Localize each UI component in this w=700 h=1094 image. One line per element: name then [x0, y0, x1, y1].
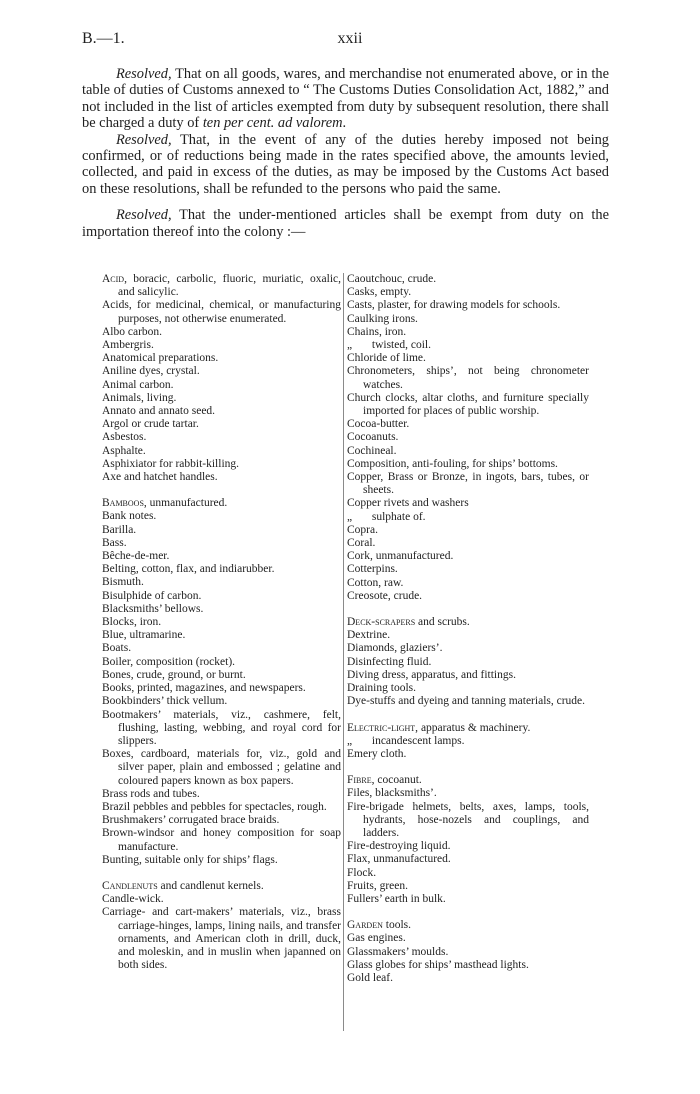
exempt-article-entry	[102, 695, 341, 708]
article-text: Fullers’ earth in bulk.	[347, 892, 446, 905]
article-text: Copper rivets and washers	[347, 497, 469, 510]
resolution-paragraph	[82, 207, 609, 240]
article-text: Cocoa-butter.	[347, 418, 410, 431]
article-text: Cochineal.	[347, 444, 397, 457]
article-text: Diving dress, apparatus, and fittings.	[347, 668, 516, 681]
article-text: Dye-stuffs and dyeing and tanning materials, crude.	[347, 695, 586, 708]
exempt-article-entry	[347, 919, 589, 932]
exempt-article-entry	[347, 550, 589, 563]
exempt-article-entry	[347, 735, 589, 748]
exempt-article-entry	[102, 656, 341, 669]
exempt-article-entry	[347, 946, 589, 959]
exempt-article-entry	[102, 299, 341, 325]
article-text: Dextrine.	[347, 629, 391, 642]
article-text: incandescent lamps.	[369, 734, 465, 747]
paragraph-text: That the under-mentioned articles shall be exempt from duty on the importation thereof into the colony :—	[82, 207, 609, 240]
article-text: Casts, plaster, for drawing models for schools.	[347, 299, 561, 312]
exempt-article-entry	[102, 616, 341, 629]
right-column	[347, 273, 589, 985]
article-text: Copra.	[347, 523, 378, 536]
article-text: Belting, cotton, flax, and indiarubber.	[102, 563, 275, 576]
exempt-article-entry	[347, 787, 589, 800]
exempt-article-entry	[347, 524, 589, 537]
exempt-article-entry	[347, 748, 589, 761]
section-heading-word: Bamboos,	[102, 497, 147, 510]
paragraph-text: That on all goods, wares, and merchandise not enumerated above, or in the table of duties of Customs annexed to “ The Customs Duties Consolidation Act, 1882,” and not included in the list of articles exempted from duty by subsequent resolution, there shall be charged a duty of	[82, 66, 609, 132]
resolution-paragraph	[82, 66, 609, 132]
article-text: Flock.	[347, 866, 377, 879]
article-text: Cocoanuts.	[347, 431, 399, 444]
article-text: Blacksmiths’ bellows.	[102, 602, 204, 615]
exempt-article-entry	[347, 642, 589, 655]
article-text: Asbestos.	[102, 431, 147, 444]
article-text: Annato and annato seed.	[102, 405, 216, 418]
exempt-article-entry	[347, 656, 589, 669]
article-text: Bisulphide of carbon.	[102, 589, 202, 602]
exempt-article-entry	[102, 471, 341, 484]
resolutions-text	[82, 66, 609, 240]
exempt-article-entry	[102, 365, 341, 378]
article-text: Emery cloth.	[347, 747, 407, 760]
article-text: Flax, unmanufactured.	[347, 853, 451, 866]
article-text: Bootmakers’ materials, viz., cashmere, felt, flushing, lasting, webbing, and royal cord for slippers.	[102, 708, 341, 747]
exempt-article-entry	[347, 695, 589, 708]
article-text: Barilla.	[102, 523, 137, 536]
exempt-article-entry	[347, 286, 589, 299]
exempt-article-entry	[102, 497, 341, 510]
exempt-article-entry	[102, 392, 341, 405]
exempt-article-entry	[347, 577, 589, 590]
article-text: cocoanut.	[374, 774, 422, 787]
article-text: Books, printed, magazines, and newspapers.	[102, 682, 306, 695]
exempt-article-entry	[102, 590, 341, 603]
exempt-article-entry	[102, 906, 341, 972]
section-heading-word: Garden	[347, 919, 383, 932]
exempt-article-entry	[102, 603, 341, 616]
exempt-article-entry	[347, 880, 589, 893]
exempt-article-entry	[102, 629, 341, 642]
exempt-article-entry	[102, 642, 341, 655]
exempt-article-entry	[102, 379, 341, 392]
article-text: Disinfecting fluid.	[347, 655, 432, 668]
article-text: unmanufactured.	[146, 497, 228, 510]
article-text: Fruits, green.	[347, 879, 409, 892]
article-text: Creosote, crude.	[347, 589, 423, 602]
article-text: and scrubs.	[415, 616, 470, 629]
article-text: Aniline dyes, crystal.	[102, 365, 200, 378]
exempt-article-entry	[347, 853, 589, 866]
document-code: B.—1.	[82, 30, 125, 47]
column-divider	[343, 273, 344, 1031]
exempt-article-entry	[102, 563, 341, 576]
article-text: Bank notes.	[102, 510, 157, 523]
section-heading-word: Fibre,	[347, 774, 375, 787]
ad-valorem-rate: ten per cent. ad valorem	[202, 115, 343, 132]
article-text: Axe and hatchet handles.	[102, 471, 218, 484]
exempt-article-entry	[102, 326, 341, 339]
article-text: Diamonds, glaziers’.	[347, 642, 443, 655]
article-text: Blocks, iron.	[102, 616, 162, 629]
article-text: Animals, living.	[102, 391, 177, 404]
article-text: Copper, Brass or Bronze, in ingots, bars, tubes, or sheets.	[347, 471, 589, 497]
resolution-paragraph	[82, 132, 609, 198]
article-text: Ambergris.	[102, 339, 154, 352]
article-text: Fire-brigade helmets, belts, axes, lamps, tools, hydrants, hose-nozels and couplings, and ladders.	[347, 800, 589, 839]
section-heading-word: Candlenuts	[102, 879, 158, 892]
exempt-article-entry	[347, 590, 589, 603]
resolved-lead: Resolved,	[116, 131, 172, 148]
article-text: Boats.	[102, 642, 132, 655]
article-text: Gold leaf.	[347, 971, 393, 984]
article-text: Brass rods and tubes.	[102, 787, 200, 800]
exempt-article-entry	[347, 972, 589, 985]
article-text: Coral.	[347, 537, 376, 550]
article-text: Albo carbon.	[102, 325, 163, 338]
exempt-article-entry	[102, 854, 341, 867]
section-heading-word: Acid,	[102, 273, 127, 285]
exempt-article-entry	[347, 616, 589, 629]
article-text: Chronometers, ships’, not being chronometer watches.	[347, 365, 589, 391]
exempt-article-entry	[347, 326, 589, 339]
article-text: Gas engines.	[347, 932, 406, 945]
exempt-article-entry	[102, 458, 341, 471]
exempt-article-entry	[347, 339, 589, 352]
article-text: Caoutchouc, crude.	[347, 273, 437, 285]
exempt-article-entry	[102, 576, 341, 589]
article-text: Brushmakers’ corrugated brace braids.	[102, 814, 280, 827]
exempt-article-entry	[102, 801, 341, 814]
article-text: Bunting, suitable only for ships’ flags.	[102, 853, 278, 866]
exempt-article-entry	[347, 299, 589, 312]
left-column	[102, 273, 341, 972]
exempt-article-entry	[347, 669, 589, 682]
article-text: Files, blacksmiths’.	[347, 787, 437, 800]
exempt-article-entry	[347, 801, 589, 841]
exempt-article-entry	[347, 893, 589, 906]
article-text: Glassmakers’ moulds.	[347, 945, 449, 958]
article-text: Church clocks, altar cloths, and furniture specially imported for places of public worship.	[347, 391, 589, 418]
paragraph-text: .	[342, 115, 347, 132]
article-text: Brown-windsor and honey composition for soap manufacture.	[102, 827, 341, 853]
exempt-article-entry	[347, 497, 589, 510]
article-text: Argol or crude tartar.	[102, 418, 199, 431]
exempt-article-entry	[347, 418, 589, 431]
section-heading-word: Electric-light,	[347, 721, 419, 734]
article-text: Casks, empty.	[347, 286, 412, 299]
exempt-article-entry	[102, 273, 341, 299]
article-text: Cotton, raw.	[347, 576, 404, 589]
article-text: Glass globes for ships’ masthead lights.	[347, 958, 529, 971]
article-text: sulphate of.	[369, 510, 426, 523]
exempt-article-entry	[102, 827, 341, 853]
exempt-article-entry	[102, 788, 341, 801]
exempt-article-entry	[102, 418, 341, 431]
article-text: Cotterpins.	[347, 563, 398, 576]
exempt-article-entry	[347, 537, 589, 550]
exempt-article-entry	[347, 458, 589, 471]
exempt-article-entry	[102, 748, 341, 788]
exempt-article-entry	[347, 629, 589, 642]
exempt-article-entry	[102, 880, 341, 893]
exempt-article-entry	[347, 365, 589, 391]
article-text: Boiler, composition (rocket).	[102, 655, 236, 668]
exempt-article-entry	[102, 550, 341, 563]
article-text: Acids, for medicinal, chemical, or manufacturing purposes, not otherwise enumerated.	[102, 299, 341, 325]
article-text: Asphalte.	[102, 444, 146, 457]
exempt-article-entry	[102, 339, 341, 352]
exempt-article-entry	[347, 431, 589, 444]
page-header	[82, 30, 618, 50]
article-text: Draining tools.	[347, 682, 416, 695]
section-heading-word: Deck-scrapers	[347, 616, 416, 629]
page-number: xxii	[337, 30, 363, 47]
article-text: Chloride of lime.	[347, 352, 426, 365]
resolved-lead: Resolved,	[116, 207, 172, 224]
exempt-article-entry	[347, 932, 589, 945]
exempt-article-entry	[347, 959, 589, 972]
exempt-article-entry	[347, 352, 589, 365]
exempt-article-entry	[102, 814, 341, 827]
ditto-mark: „	[347, 734, 353, 747]
article-text: Caulking irons.	[347, 312, 418, 325]
article-text: apparatus & machinery.	[418, 721, 531, 734]
exempt-article-entry	[347, 511, 589, 524]
article-text: twisted, coil.	[369, 339, 431, 352]
article-text: Bass.	[102, 536, 127, 549]
exempt-article-entry	[347, 563, 589, 576]
exempt-article-entry	[347, 445, 589, 458]
exempt-article-entry	[347, 471, 589, 497]
article-text: Bones, crude, ground, or burnt.	[102, 668, 246, 681]
article-text: Composition, anti-fouling, for ships’ bottoms.	[347, 457, 558, 470]
exempt-article-entry	[102, 669, 341, 682]
exempt-article-entry	[347, 682, 589, 695]
article-text: Bookbinders’ thick vellum.	[102, 695, 228, 708]
article-text: Fire-destroying liquid.	[347, 840, 451, 853]
article-text: Carriage- and cart-makers’ materials, viz., brass carriage-hinges, lamps, lining nails, and transfer ornaments, and American cloth in drill, duck, and moleskin, and in muslin when japanned on both sides.	[102, 906, 341, 972]
article-text: Bismuth.	[102, 576, 144, 589]
article-text: Candle-wick.	[102, 893, 164, 906]
article-text: boracic, carbolic, fluoric, muriatic, oxalic, and salicylic.	[118, 273, 341, 299]
exempt-article-entry	[347, 313, 589, 326]
exempt-article-entry	[102, 524, 341, 537]
ditto-mark: „	[347, 510, 353, 523]
paragraph-text: That, in the event of any of the duties hereby imposed not being confirmed, or of reductions being made in the rates specified above, the amounts levied, collected, and paid in excess of the duties, as may be imposed by the Customs Act based on these resolutions, shall be refunded to the persons who paid the same.	[82, 131, 609, 197]
exempt-article-entry	[347, 774, 589, 787]
exempt-article-entry	[347, 722, 589, 735]
exempt-article-entry	[102, 682, 341, 695]
article-text: Brazil pebbles and pebbles for spectacles, rough.	[102, 800, 327, 813]
resolved-lead: Resolved,	[116, 66, 172, 82]
article-text: Bêche-de-mer.	[102, 550, 170, 563]
exempt-article-entry	[347, 840, 589, 853]
article-text: and candlenut kernels.	[157, 879, 264, 892]
ditto-mark: „	[347, 339, 353, 352]
article-text: Anatomical preparations.	[102, 352, 219, 365]
article-text: Animal carbon.	[102, 378, 174, 391]
exempt-article-entry	[347, 392, 589, 418]
article-text: Blue, ultramarine.	[102, 629, 186, 642]
article-text: Cork, unmanufactured.	[347, 550, 454, 563]
exempt-article-entry	[102, 352, 341, 365]
exempt-article-entry	[102, 537, 341, 550]
article-text: tools.	[382, 919, 411, 932]
exempt-article-entry	[102, 709, 341, 749]
exempt-article-entry	[102, 893, 341, 906]
exempt-article-entry	[102, 445, 341, 458]
article-text: Boxes, cardboard, materials for, viz., gold and silver paper, plain and embossed ; gelatine and coloured papers known as box papers.	[102, 748, 341, 787]
article-text: Chains, iron.	[347, 325, 407, 338]
exempt-article-entry	[347, 867, 589, 880]
article-text: Asphixiator for rabbit-killing.	[102, 457, 240, 470]
exempt-article-entry	[347, 273, 589, 286]
exempt-article-entry	[102, 510, 341, 523]
exempt-article-entry	[102, 431, 341, 444]
exempt-article-entry	[102, 405, 341, 418]
